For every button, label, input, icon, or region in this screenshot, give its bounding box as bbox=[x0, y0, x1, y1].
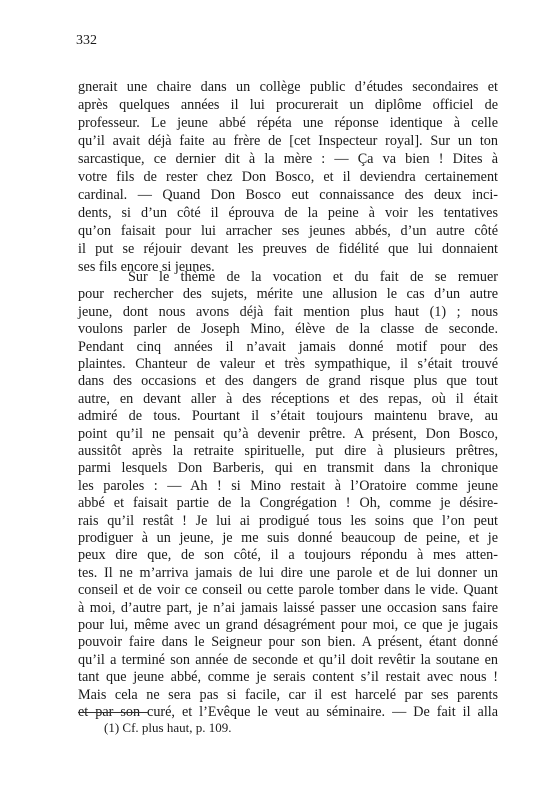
text-line: Sur le thème de la vocation et du fait de se remuer bbox=[128, 269, 498, 285]
text-line: point qu’il ne pensait qu’à devenir prêtre. A présent, Don Bosco, bbox=[78, 425, 498, 442]
text-line: conseil et de voir ce conseil ou cette parole tomber dans le vide. Quant bbox=[78, 582, 498, 599]
text-line: plaintes. Chanteur de valeur et très sympathique, il s’était trouvé bbox=[78, 356, 498, 372]
footnote: (1) Cf. plus haut, p. 109. bbox=[104, 720, 232, 735]
text-line: à moi, d’autre part, je n’ai jamais laissé passer une occasion sans faire bbox=[78, 599, 498, 616]
page-number: 332 bbox=[76, 33, 97, 48]
text-line: gnerait une chaire dans un collège public d’études secondaires et bbox=[78, 79, 498, 95]
footnote-separator bbox=[78, 712, 148, 713]
text-line: pour rechercher des sujets, mérite une allusion le cas d’un autre bbox=[78, 286, 498, 303]
text-line: tes. Il ne m’arriva jamais de lui dire une parole et de lui donner un bbox=[78, 564, 498, 581]
text-line: voulons parler de Joseph Mino, élève de la classe de seconde. bbox=[78, 321, 498, 338]
text-line: professeur. Le jeune abbé répéta une réponse identique à celle bbox=[78, 115, 498, 131]
text-line: sarcastique, ce dernier dit à la mère : — Ça va bien ! Dites à bbox=[78, 151, 498, 167]
text-line: les paroles : — Ah ! si Mino restait à l’Oratoire comme jeune bbox=[78, 477, 498, 494]
text-line: rais qu’il restât ! Je lui ai prodigué tous les soins que l’on peut bbox=[78, 512, 498, 529]
text-line: il put se réjouir devant les preuves de fidélité que lui donnaient bbox=[78, 241, 498, 257]
text-line: prodiguer à un jeune, je me suis donné beaucoup de peine, et je bbox=[78, 530, 498, 546]
text-line: aussitôt après la retraite spirituelle, put dire à plusieurs prêtres, bbox=[78, 443, 498, 459]
text-line: Pendant cinq années il n’avait jamais donné motif pour des bbox=[78, 338, 498, 355]
text-line: pour lui, même avec un grand désagrément pour moi, ce que je jugais bbox=[78, 617, 498, 633]
text-line: et par son curé, et l’Evêque le veut au séminaire. — De fait il alla bbox=[78, 704, 498, 720]
text-line: qu’il a terminé son année de seconde et qu’il doit revêtir la soutane en bbox=[78, 651, 498, 668]
text-line: votre fils de rester chez Don Bosco, et il deviendra certainement bbox=[78, 169, 498, 185]
text-line: pouvoir faire dans le Seigneur pour son bien. A présent, étant donné bbox=[78, 634, 498, 651]
text-line: Mais cela ne sera pas si facile, car il est harcelé par ses parents bbox=[78, 686, 498, 703]
text-line: peux dire que, de son côté, il a toujours répondu à mes atten- bbox=[78, 547, 498, 564]
text-line: autre, en devant aller à des réceptions et des repas, où il était bbox=[78, 390, 498, 407]
text-line: parmi lesquels Don Barberis, qui en transmit dans la chronique bbox=[78, 460, 498, 477]
text-line: ses fils encore si jeunes. bbox=[78, 259, 215, 275]
text-line: après quelques années il lui procurerait un diplôme officiel de bbox=[78, 97, 498, 113]
text-line: abbé et faisait partie de la Congrégation ! Oh, comme je désire- bbox=[78, 495, 498, 512]
text-line: tant que jeune abbé, comme je serais content s’il restait avec nous ! bbox=[78, 669, 498, 686]
text-line: admiré de tous. Pourtant il s’était toujours maintenu brave, au bbox=[78, 408, 498, 425]
text-line: qu’il avait déjà faite au frère de [cet Inspecteur royal]. Sur un ton bbox=[78, 133, 498, 149]
text-line: dents, si d’un côté il éprouva de la peine à voir les tentatives bbox=[78, 205, 498, 221]
text-line: dans des occasions et des dangers de grand risque plus que tout bbox=[78, 373, 498, 390]
text-line: qu’on faisait pour lui arracher ses jeunes abbés, d’un autre côté bbox=[78, 223, 498, 239]
text-line: cardinal. — Quand Don Bosco eut connaissance des deux inci- bbox=[78, 187, 498, 203]
text-line: jeune, dont nous avons déjà fait mention plus haut (1) ; nous bbox=[78, 303, 498, 320]
